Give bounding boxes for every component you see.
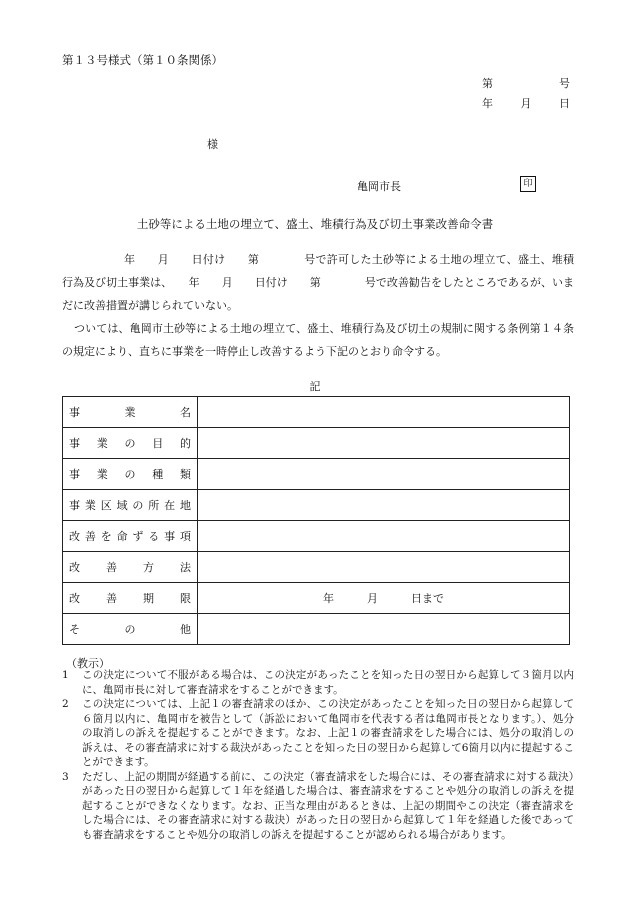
order-details-table [62, 396, 570, 645]
table-row [63, 552, 570, 583]
table-row [63, 490, 570, 521]
body-paragraph-1: 年 月 日付け 第 号で許可した土砂等による土地の埋立て、盛土、堆積行為及び切土事業は、 年 月 日付け 第 号で改善勧告をしたところであるが、いまだに改善措置が講じられていない。 [62, 253, 574, 312]
table-row [63, 614, 570, 645]
table-row [63, 428, 570, 459]
row-label-project-name: 事業名 [69, 406, 191, 419]
instructions-list [62, 668, 574, 842]
row-label-ordered-items: 改善を命ずる事項 [69, 530, 191, 543]
document-date-line [482, 95, 570, 111]
body-paragraph-2: ついては、亀岡市土砂等による土地の埋立て、盛土、堆積行為及び切土の規制に関する条例第１４条の規定により、直ちに事業を一時停止し改善するよう下記のとおり命令する。 [62, 322, 574, 358]
row-value-method [198, 552, 570, 583]
issuer-name: 亀岡市長 [357, 180, 401, 193]
row-value-other [198, 614, 570, 645]
addressee-honorific: 様 [207, 138, 218, 151]
form-number: 第１３号様式（第１０条関係） [62, 53, 223, 67]
row-value-ordered-items [198, 521, 570, 552]
note-number: 2 [62, 698, 69, 710]
document-number-line [482, 75, 570, 91]
row-label-purpose: 事業の目的 [69, 437, 191, 450]
number-suffix: 号 [559, 77, 570, 90]
row-label-type: 事業の種類 [69, 468, 191, 481]
row-value-purpose [198, 428, 570, 459]
note-text: ただし、上記の期間が経過する前に、この決定（審査請求をした場合には、その審査請求に対する裁決）があった日の翌日から起算して１年を経過した場合は、審査請求をすることや処分の取消しの訴えを提起することができなくなります。なお、正当な理由があるときは、上記の期間やこの決定（審査請求をした場合には、その審査請求に対する裁決）があった日の翌日から起算して１年を経過した後であっても審査請求をすることや処分の取消しの訴えを提起することが認められる場合があります。 [82, 770, 574, 841]
table-row [63, 397, 570, 428]
date-month: 月 [520, 97, 532, 110]
row-label-other: その他 [69, 623, 191, 636]
ki-heading: 記 [309, 380, 321, 393]
list-item [62, 697, 574, 770]
note-number: 3 [62, 770, 69, 783]
note-number: 1 [62, 669, 69, 681]
row-value-project-name [198, 397, 570, 428]
row-label-deadline: 改善期限 [69, 592, 191, 605]
list-item [62, 770, 574, 843]
document-title: 土砂等による土地の埋立て、盛土、堆積行為及び切土事業改善命令書 [136, 217, 494, 231]
row-value-location [198, 490, 570, 521]
table-row [63, 521, 570, 552]
date-day: 日 [559, 97, 570, 110]
note-text: この決定について不服がある場合は、この決定があったことを知った日の翌日から起算して３箇月以内に、亀岡市長に対して審査請求をすることができます。 [82, 669, 574, 696]
date-year: 年 [482, 97, 493, 110]
note-text: この決定については、上記１の審査請求のほか、この決定があったことを知った日の翌日から起算して６箇月以内に、亀岡市を被告として（訴訟において亀岡市を代表する者は亀岡市長となります。）、処分の取消しの訴えを提起することができます。なお、上記１の審査請求をした場合には、処分の取消しの訴えは、その審査請求に対する裁決があったことを知った日の翌日から起算して6箇月以内に提起することができます。 [82, 698, 574, 768]
table-row [63, 583, 570, 614]
seal-mark: 印 [520, 176, 536, 192]
list-item [62, 668, 574, 697]
row-value-deadline: 年 月 日まで [198, 583, 570, 614]
row-value-type [198, 459, 570, 490]
row-label-location: 事業区域の所在地 [69, 499, 191, 512]
table-row [63, 459, 570, 490]
row-label-method: 改善方法 [69, 561, 191, 574]
instructions-heading: （教示） [66, 657, 110, 670]
number-prefix: 第 [482, 77, 493, 90]
